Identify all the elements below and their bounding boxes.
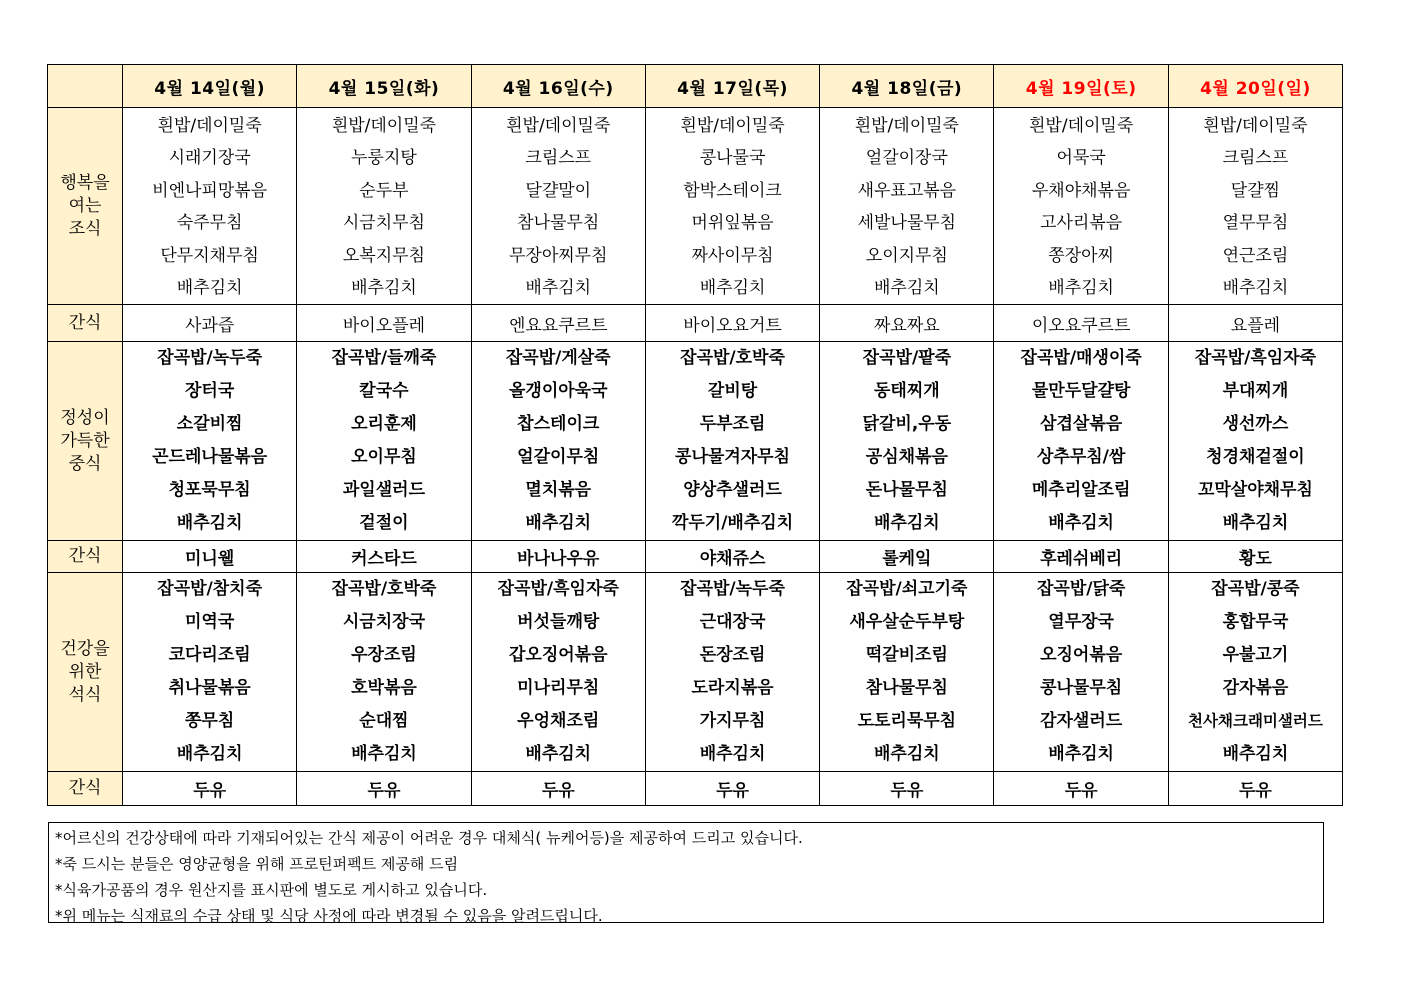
menu-item: 세발나물무침: [857, 213, 957, 234]
menu-item: 시금치장국: [342, 612, 425, 633]
note-line: *어르신의 건강상태에 따라 기재되어있는 간식 제공이 어려운 경우 대체식( 뉴케어등)을 제공하여 드리고 있습니다.: [55, 829, 803, 847]
menu-item: 비엔나피망볶음: [152, 180, 268, 201]
menu-item: 청경채겉절이: [1206, 447, 1305, 468]
menu-item: 물만두달걀탕: [1031, 381, 1131, 402]
day-header-weekend: 4월 20일(일): [1168, 65, 1342, 108]
menu-item: 크림스프: [525, 148, 592, 169]
menu-item: 흰밥/데이밀죽: [506, 116, 611, 136]
menu-item: 잡곡밥/닭죽: [1036, 579, 1126, 600]
menu-item: 미나리무침: [517, 678, 600, 699]
menu-item: 잡곡밥/쇠고기죽: [846, 579, 968, 600]
menu-item: 청포묵무침: [168, 480, 251, 501]
menu-item: 무장아찌무침: [508, 245, 608, 266]
menu-item: 갈비탕: [707, 381, 758, 402]
breakfast-cell: [820, 108, 994, 305]
menu-item: 잡곡밥/팥죽: [862, 348, 951, 369]
menu-item: 과일샐러드: [342, 480, 425, 501]
day-header-row: [48, 65, 1343, 108]
menu-item: 배추김치: [1222, 277, 1289, 298]
lunch-cell: [820, 342, 994, 541]
menu-item: 고사리볶음: [1040, 213, 1123, 234]
weekly-menu-table: [47, 64, 1343, 806]
menu-item: 멸치볶음: [525, 480, 592, 501]
menu-item: 배추김치: [1222, 513, 1289, 534]
menu-item: 떡갈비조림: [865, 645, 948, 666]
snack-cell: 황도: [1168, 541, 1342, 573]
menu-item: 미역국: [185, 612, 235, 633]
menu-item: 감자볶음: [1222, 678, 1289, 699]
menu-item: 갑오징어볶음: [508, 645, 608, 666]
snack-cell: 사과즙: [123, 305, 297, 342]
menu-item: 코다리조림: [168, 645, 251, 666]
menu-item: 호박볶음: [351, 678, 417, 699]
menu-item: 시금치무침: [342, 213, 425, 234]
dinner-row: [48, 573, 1343, 772]
menu-item: 우엉채조림: [517, 711, 600, 732]
menu-item: 배추김치: [525, 513, 592, 534]
menu-item: 동태찌개: [873, 381, 940, 402]
breakfast-cell: [471, 108, 645, 305]
menu-item: 메추리알조림: [1031, 480, 1131, 501]
breakfast-label: [48, 108, 123, 305]
lunch-cell: [297, 342, 471, 541]
day-header: 4월 18일(금): [820, 65, 994, 108]
dinner-label: [48, 573, 123, 772]
menu-item: 배추김치: [699, 744, 766, 765]
snack-cell: 두유: [994, 772, 1168, 806]
day-header: 4월 17일(목): [645, 65, 819, 108]
dinner-cell: [994, 573, 1168, 772]
menu-item: 콩나물국: [699, 148, 766, 169]
menu-item: 올갱이아욱국: [508, 381, 608, 402]
menu-item: 돈나물무침: [865, 480, 948, 501]
menu-item: 찹스테이크: [517, 414, 600, 435]
menu-item: 열무장국: [1048, 612, 1114, 633]
menu-item: 짜사이무침: [691, 245, 774, 266]
menu-item: 버섯들깨탕: [517, 612, 600, 633]
menu-item: 흰밥/데이밀죽: [680, 116, 785, 136]
menu-item: 쫑장아찌: [1048, 245, 1114, 266]
menu-item: 새우표고볶음: [857, 180, 957, 201]
dinner-cell: [471, 573, 645, 772]
day-header: 4월 16일(수): [471, 65, 645, 108]
menu-item: 도라지볶음: [691, 678, 774, 699]
menu-item: 배추김치: [176, 513, 243, 534]
menu-item: 흰밥/데이밀죽: [331, 116, 437, 136]
breakfast-cell: [297, 108, 471, 305]
menu-item: 깍두기/배추김치: [671, 513, 794, 534]
dinner-cell: [123, 573, 297, 772]
day-header: 4월 15일(화): [297, 65, 471, 108]
breakfast-cell: [994, 108, 1168, 305]
notes-box: [48, 822, 1324, 923]
snack-cell: 두유: [1168, 772, 1342, 806]
menu-item: 천사채크래미샐러드: [1188, 712, 1323, 731]
menu-item: 잡곡밥/매생이죽: [1020, 348, 1142, 369]
menu-item: 칼국수: [359, 381, 409, 402]
menu-item: 배추김치: [873, 277, 940, 298]
menu-item: 흰밥/데이밀죽: [854, 116, 959, 136]
menu-item: 배추김치: [525, 277, 592, 298]
menu-item: 배추김치: [1048, 513, 1114, 534]
menu-item: 우장조림: [351, 645, 417, 666]
snack-cell: 요플레: [1168, 305, 1342, 342]
snack-label: 간식: [48, 772, 123, 806]
menu-item: 취나물볶음: [168, 678, 251, 699]
snack-cell: 야채쥬스: [645, 541, 819, 573]
menu-item: 홍합무국: [1222, 612, 1289, 633]
dinner-cell: [1168, 573, 1342, 772]
breakfast-cell: [645, 108, 819, 305]
header-corner-cell: [48, 65, 123, 108]
day-header: 4월 14일(월): [123, 65, 297, 108]
menu-item: 얼갈이무침: [517, 447, 600, 468]
menu-item: 우채야채볶음: [1031, 180, 1131, 201]
dinner-cell: [645, 573, 819, 772]
breakfast-cell: [123, 108, 297, 305]
day-header-weekend: 4월 19일(토): [994, 65, 1168, 108]
evening-snack-row: [48, 772, 1343, 806]
snack-cell: 엔요요쿠르트: [471, 305, 645, 342]
note-line: *위 메뉴는 식재료의 수급 상태 및 식당 사정에 따라 변경될 수 있음을 알려드립니다.: [55, 907, 603, 925]
afternoon-snack-row: [48, 541, 1343, 573]
menu-item: 양상추샐러드: [683, 480, 782, 501]
menu-item: 함박스테이크: [683, 180, 782, 201]
menu-item: 오징어볶음: [1040, 645, 1123, 666]
menu-item: 흰밥/데이밀죽: [157, 116, 262, 136]
menu-item: 곤드레나물볶음: [152, 447, 268, 468]
menu-item: 배추김치: [1048, 277, 1114, 298]
menu-item: 잡곡밥/호박죽: [680, 348, 785, 369]
lunch-cell: [471, 342, 645, 541]
menu-item: 공심채볶음: [865, 447, 948, 468]
lunch-label: [48, 342, 123, 541]
snack-cell: 바나나우유: [471, 541, 645, 573]
menu-item: 장터국: [185, 381, 235, 402]
menu-item: 잡곡밥/호박죽: [331, 579, 437, 600]
menu-item: 배추김치: [1222, 744, 1289, 765]
menu-item: 콩나물겨자무침: [675, 447, 791, 468]
menu-item: 배추김치: [699, 277, 766, 298]
menu-item: 잡곡밥/흑임자죽: [497, 579, 619, 600]
menu-item: 꼬막살야채무침: [1197, 480, 1313, 501]
snack-cell: 두유: [297, 772, 471, 806]
note-line: *식육가공품의 경우 원산지를 표시판에 별도로 게시하고 있습니다.: [55, 881, 488, 899]
menu-item: 얼갈이장국: [865, 148, 948, 169]
snack-cell: 두유: [123, 772, 297, 806]
menu-item: 흰밥/데이밀죽: [1203, 116, 1308, 136]
menu-item: 잡곡밥/들깨죽: [331, 348, 437, 369]
menu-item: 쫑무침: [185, 711, 235, 732]
menu-item: 부대찌개: [1222, 381, 1289, 402]
snack-cell: 두유: [820, 772, 994, 806]
menu-item: 잡곡밥/녹두죽: [680, 579, 785, 600]
menu-item: 달걀찜: [1230, 180, 1281, 201]
menu-item: 흰밥/데이밀죽: [1029, 116, 1134, 136]
menu-item: 겉절이: [359, 513, 409, 534]
menu-item: 머위잎볶음: [691, 213, 774, 234]
morning-snack-row: [48, 305, 1343, 342]
menu-item: 배추김치: [351, 277, 417, 298]
snack-cell: 짜요짜요: [820, 305, 994, 342]
menu-item: 잡곡밥/콩죽: [1211, 579, 1300, 600]
menu-item: 가지무침: [699, 711, 766, 732]
menu-item: 근대장국: [699, 612, 766, 633]
menu-item: 배추김치: [351, 744, 417, 765]
menu-item: 배추김치: [873, 513, 940, 534]
menu-item: 단무지채무침: [160, 245, 259, 266]
menu-item: 달걀말이: [525, 180, 592, 201]
menu-item: 어묵국: [1056, 148, 1106, 169]
snack-cell: 후레쉬베리: [994, 541, 1168, 573]
menu-item: 배추김치: [525, 744, 592, 765]
snack-cell: 바이오요거트: [645, 305, 819, 342]
menu-item: 삼겹살볶음: [1040, 414, 1123, 435]
lunch-cell: [645, 342, 819, 541]
menu-item: 참나물무침: [517, 213, 600, 234]
menu-item: 배추김치: [1048, 744, 1114, 765]
menu-item: 배추김치: [176, 744, 243, 765]
menu-item: 배추김치: [176, 277, 243, 298]
menu-item: 순두부: [359, 180, 409, 201]
snack-cell: 커스타드: [297, 541, 471, 573]
dinner-cell: [297, 573, 471, 772]
breakfast-cell: [1168, 108, 1342, 305]
menu-item: 오복지무침: [342, 245, 425, 266]
snack-cell: 바이오플레: [297, 305, 471, 342]
menu-item: 상추무침/쌈: [1036, 447, 1126, 468]
snack-cell: 이오요쿠르트: [994, 305, 1168, 342]
menu-item: 소갈비찜: [176, 414, 243, 435]
snack-cell: 롤케잌: [820, 541, 994, 573]
lunch-cell: [123, 342, 297, 541]
menu-item: 잡곡밥/참치죽: [157, 579, 263, 600]
menu-item: 숙주무침: [176, 213, 243, 234]
menu-item: 시래기장국: [168, 148, 251, 169]
menu-item: 참나물무침: [865, 678, 948, 699]
menu-item: 돈장조림: [699, 645, 766, 666]
menu-item: 생선까스: [1222, 414, 1289, 435]
menu-item: 잡곡밥/게살죽: [505, 348, 611, 369]
menu-item: 콩나물무침: [1040, 678, 1123, 699]
snack-label: 간식: [48, 305, 123, 342]
snack-cell: 미니웰: [123, 541, 297, 573]
snack-cell: 두유: [645, 772, 819, 806]
lunch-cell: [1168, 342, 1342, 541]
dinner-cell: [820, 573, 994, 772]
lunch-cell: [994, 342, 1168, 541]
menu-item: 크림스프: [1222, 148, 1289, 169]
breakfast-label-text: 행복을 여는 조식: [60, 172, 110, 239]
menu-item: 도토리묵무침: [857, 711, 957, 732]
breakfast-row: [48, 108, 1343, 305]
menu-item: 잡곡밥/녹두죽: [157, 348, 263, 369]
menu-item: 순대찜: [359, 711, 409, 732]
lunch-row: [48, 342, 1343, 541]
menu-item: 잡곡밥/흑임자죽: [1194, 348, 1317, 369]
menu-item: 연근조림: [1222, 245, 1289, 266]
snack-cell: 두유: [471, 772, 645, 806]
menu-item: 닭갈비,우동: [862, 414, 952, 435]
note-line: *죽 드시는 분들은 영양균형을 위해 프로틴퍼펙트 제공해 드림: [55, 855, 459, 873]
menu-item: 배추김치: [873, 744, 940, 765]
menu-item: 열무무침: [1222, 213, 1289, 234]
menu-item: 누룽지탕: [351, 148, 417, 169]
snack-label: 간식: [48, 541, 123, 573]
menu-item: 두부조림: [699, 414, 766, 435]
lunch-label-text: 정성이 가득한 중식: [60, 407, 110, 474]
menu-item: 오이지무침: [865, 245, 948, 266]
dinner-label-text: 건강을 위한 석식: [60, 638, 110, 705]
menu-item: 감자샐러드: [1040, 711, 1123, 732]
menu-item: 오리훈제: [351, 414, 417, 435]
menu-item: 새우살순두부탕: [849, 612, 965, 633]
menu-item: 오이무침: [351, 447, 417, 468]
menu-item: 우불고기: [1222, 645, 1289, 666]
